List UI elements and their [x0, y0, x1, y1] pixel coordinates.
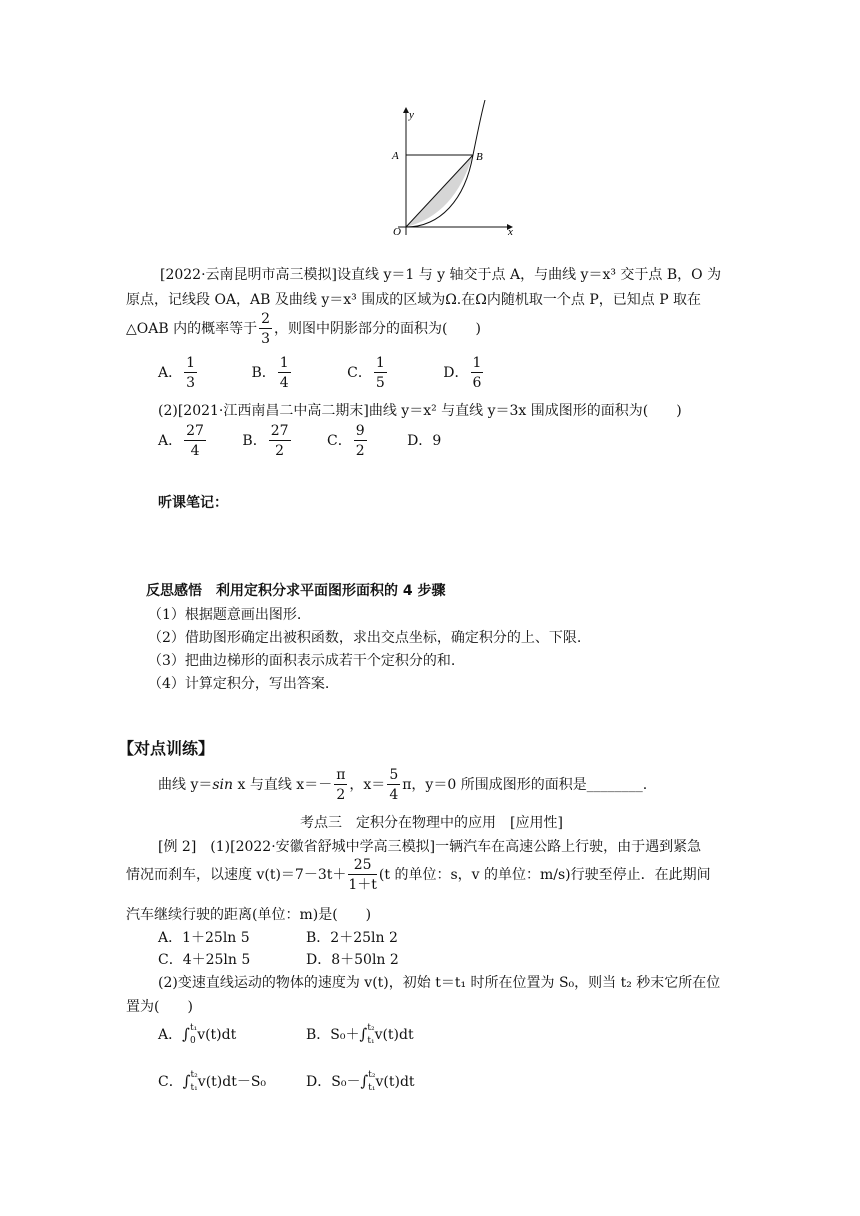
- q1-line2: 原点，记线段 OA，AB 及曲线 y＝x³ 围成的区域为Ω.在Ω内随机取一个点 P，已知点 P 取在: [126, 292, 702, 308]
- q1-line3-text: △OAB 内的概率等于: [126, 321, 258, 337]
- reflection-step-1: （1）根据题意画出图形.: [148, 607, 302, 623]
- label-o: O: [393, 226, 401, 238]
- example2-option-b[interactable]: B．2＋25ln 2: [306, 930, 398, 946]
- label-a: A: [392, 150, 399, 162]
- q22-option-d[interactable]: D．S₀－∫ t₂ t₁ v(t)dt: [306, 1070, 415, 1093]
- example2-line2: 情况而刹车，以速度 v(t)＝7－3t＋ $\frac{25}{1+t}$ (t 的单位：s，v 的单位：m/s)行驶至停止．在此期间: [126, 857, 711, 893]
- reflection-step-4: （4）计算定积分，写出答案.: [148, 676, 330, 692]
- q22-line1: (2)变速直线运动的物体的速度为 v(t)，初始 t＝t₁ 时所在位置为 S₀，则当 t₂ 秒末它所在位: [158, 975, 721, 991]
- example2-option-c[interactable]: C．4＋25ln 5: [158, 952, 251, 968]
- q2-options: [158, 424, 441, 458]
- notes-label: 听课笔记：: [158, 495, 228, 511]
- q1-option-b[interactable]: B． $\frac{1}{4}$: [251, 355, 289, 391]
- y-axis-label: y: [409, 109, 414, 121]
- q1-option-d[interactable]: D． $\frac{1}{6}$: [443, 355, 482, 391]
- cubic-curve: [406, 100, 485, 227]
- q1-line1: [2022·云南昆明市高三模拟]设直线 y＝1 与 y 轴交于点 A，与曲线 y＝x³ 交于点 B，O 为: [160, 267, 722, 283]
- example2-option-d[interactable]: D．8＋50ln 2: [306, 952, 399, 968]
- q2-option-b[interactable]: B． $\frac{27}{2}$: [242, 423, 289, 459]
- q22-option-c[interactable]: C．∫ t₂ t₁ v(t)dt－S₀: [158, 1070, 267, 1093]
- reflection-step-3: （3）把曲边梯形的面积表示成若干个定积分的和.: [148, 653, 456, 669]
- section3-title: 考点三 定积分在物理中的应用 [应用性]: [300, 815, 563, 831]
- label-b: B: [476, 151, 483, 163]
- practice-heading: 【对点训练】: [118, 739, 215, 758]
- q1-line3: [126, 312, 481, 346]
- q1-fraction: $\frac{2}{3}$: [261, 311, 271, 347]
- region-figure: [360, 100, 530, 240]
- q1-line3-tail: ，则图中阴影部分的面积为( ): [274, 321, 481, 337]
- q1-option-a[interactable]: A． $\frac{1}{3}$: [158, 355, 196, 391]
- q2-option-d[interactable]: D．9: [407, 433, 442, 449]
- q22-option-a[interactable]: A．∫ t₁ 0 v(t)dt: [158, 1023, 237, 1046]
- example2-line3: 汽车继续行驶的距离(单位：m)是( ): [126, 907, 372, 923]
- q22-line2: 置为( ): [126, 999, 193, 1015]
- example2-option-a[interactable]: A．1＋25ln 5: [158, 930, 250, 946]
- q2-option-c[interactable]: C． $\frac{9}{2}$: [326, 423, 365, 459]
- x-axis-label: x: [508, 226, 513, 238]
- reflection-step-2: （2）借助图形确定出被积函数，求出交点坐标，确定积分的上、下限.: [148, 630, 582, 646]
- q2-option-a[interactable]: A． $\frac{27}{4}$: [158, 423, 204, 459]
- reflection-title: 反思感悟 利用定积分求平面图形面积的 4 步骤: [146, 583, 446, 599]
- practice-question: 曲线 y＝sin x 与直线 x＝－ $\frac{\pi}{2}$ ，x＝ $\frac{5}{4}$ π，y＝0 所围成图形的面积是________.: [158, 767, 648, 803]
- q1-option-c[interactable]: C． $\frac{1}{5}$: [347, 355, 385, 391]
- q1-options: [158, 356, 485, 390]
- q2-stem: (2)[2021·江西南昌二中高二期末]曲线 y＝x² 与直线 y＝3x 围成图形的面积为( ): [158, 403, 682, 419]
- q22-option-b[interactable]: B．S₀＋∫ t₂ t₁ v(t)dt: [306, 1023, 414, 1046]
- example2-line1: [例 2] (1)[2022·安徽省舒城中学高三模拟]一辆汽车在高速公路上行驶，由于遇到紧急: [158, 839, 702, 855]
